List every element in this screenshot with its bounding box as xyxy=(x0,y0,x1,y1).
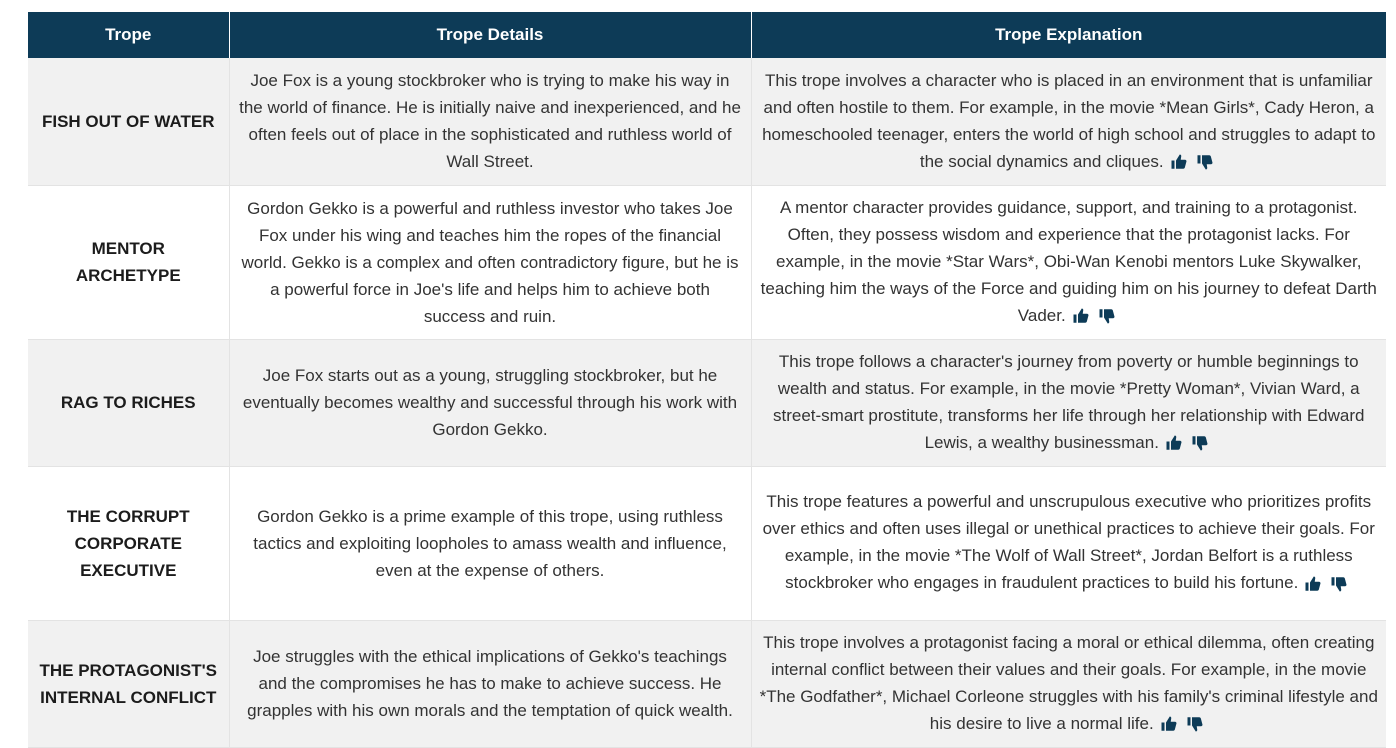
trope-explanation: This trope follows a character's journey from poverty or humble beginnings to wealth and status. For example, in the movie *Pretty Woman*, Vivian Ward, a street-smart prostitute, transforms her life through her relationship with Edward Lewis, a wealthy businessman. xyxy=(773,351,1365,452)
thumbs-down-icon[interactable] xyxy=(1098,307,1116,325)
thumbs-up-icon[interactable] xyxy=(1304,575,1322,593)
trope-explanation-cell xyxy=(751,466,1386,620)
thumbs-up-icon[interactable] xyxy=(1160,715,1178,733)
thumbs-down-icon[interactable] xyxy=(1330,575,1348,593)
trope-explanation: This trope involves a protagonist facing a moral or ethical dilemma, often creating internal conflict between their values and their goals. For example, in the movie *The Godfather*, Michael Corleone struggles with his family's criminal lifestyle and his desire to live a normal life. xyxy=(759,632,1378,733)
trope-name: MENTOR ARCHETYPE xyxy=(28,185,229,339)
trope-details: Joe struggles with the ethical implications of Gekko's teachings and the compromises he has to make to achieve success. He grapples with his own morals and the temptation of quick wealth. xyxy=(229,620,751,747)
trope-details: Gordon Gekko is a powerful and ruthless investor who takes Joe Fox under his wing and teaches him the ropes of the financial world. Gekko is a complex and often contradictory figure, but he is a powerful force in Joe's life and helps him to achieve both success and ruin. xyxy=(229,185,751,339)
tropes-table xyxy=(28,12,1386,748)
trope-name: FISH OUT OF WATER xyxy=(28,58,229,185)
trope-name: THE CORRUPT CORPORATE EXECUTIVE xyxy=(28,466,229,620)
trope-details: Gordon Gekko is a prime example of this trope, using ruthless tactics and exploiting loopholes to amass wealth and influence, even at the expense of others. xyxy=(229,466,751,620)
vote-buttons xyxy=(1156,711,1208,738)
tropes-table-container xyxy=(28,12,1386,748)
trope-explanation-cell xyxy=(751,58,1386,185)
trope-details: Joe Fox starts out as a young, struggling stockbroker, but he eventually becomes wealthy and successful through his work with Gordon Gekko. xyxy=(229,339,751,466)
table-body xyxy=(28,58,1386,747)
thumbs-up-icon[interactable] xyxy=(1072,307,1090,325)
table-row xyxy=(28,466,1386,620)
vote-buttons xyxy=(1161,430,1213,457)
thumbs-down-icon[interactable] xyxy=(1191,434,1209,452)
vote-buttons xyxy=(1300,571,1352,598)
trope-name: THE PROTAGONIST'S INTERNAL CONFLICT xyxy=(28,620,229,747)
table-row xyxy=(28,339,1386,466)
vote-buttons xyxy=(1068,303,1120,330)
header-trope: Trope xyxy=(28,12,229,58)
thumbs-down-icon[interactable] xyxy=(1186,715,1204,733)
table-row xyxy=(28,185,1386,339)
trope-explanation-cell xyxy=(751,620,1386,747)
trope-explanation: This trope involves a character who is placed in an environment that is unfamiliar and often hostile to them. For example, in the movie *Mean Girls*, Cady Heron, a homeschooled teenager, enters the world of high school and struggles to adapt to the social dynamics and cliques. xyxy=(762,70,1376,171)
trope-name: RAG TO RICHES xyxy=(28,339,229,466)
table-header xyxy=(28,12,1386,58)
table-row xyxy=(28,58,1386,185)
header-trope-explanation: Trope Explanation xyxy=(751,12,1386,58)
header-trope-details: Trope Details xyxy=(229,12,751,58)
table-row xyxy=(28,620,1386,747)
trope-explanation: A mentor character provides guidance, support, and training to a protagonist. Often, they possess wisdom and experience that the protagonist lacks. For example, in the movie *Star Wars*, Obi-Wan Kenobi mentors Luke Skywalker, teaching him the ways of the Force and guiding him on his journey to defeat Darth Vader. xyxy=(760,197,1377,325)
thumbs-up-icon[interactable] xyxy=(1170,153,1188,171)
trope-details: Joe Fox is a young stockbroker who is trying to make his way in the world of finance. He is initially naive and inexperienced, and he often feels out of place in the sophisticated and ruthless world of Wall Street. xyxy=(229,58,751,185)
trope-explanation-cell xyxy=(751,185,1386,339)
header-row xyxy=(28,12,1386,58)
trope-explanation-cell xyxy=(751,339,1386,466)
thumbs-down-icon[interactable] xyxy=(1196,153,1214,171)
trope-explanation: This trope features a powerful and unscrupulous executive who prioritizes profits over ethics and often uses illegal or unethical practices to achieve their goals. For example, in the movie *The Wolf of Wall Street*, Jordan Belfort is a ruthless stockbroker who engages in fraudulent practices to build his fortune. xyxy=(762,492,1375,593)
vote-buttons xyxy=(1166,149,1218,176)
thumbs-up-icon[interactable] xyxy=(1165,434,1183,452)
